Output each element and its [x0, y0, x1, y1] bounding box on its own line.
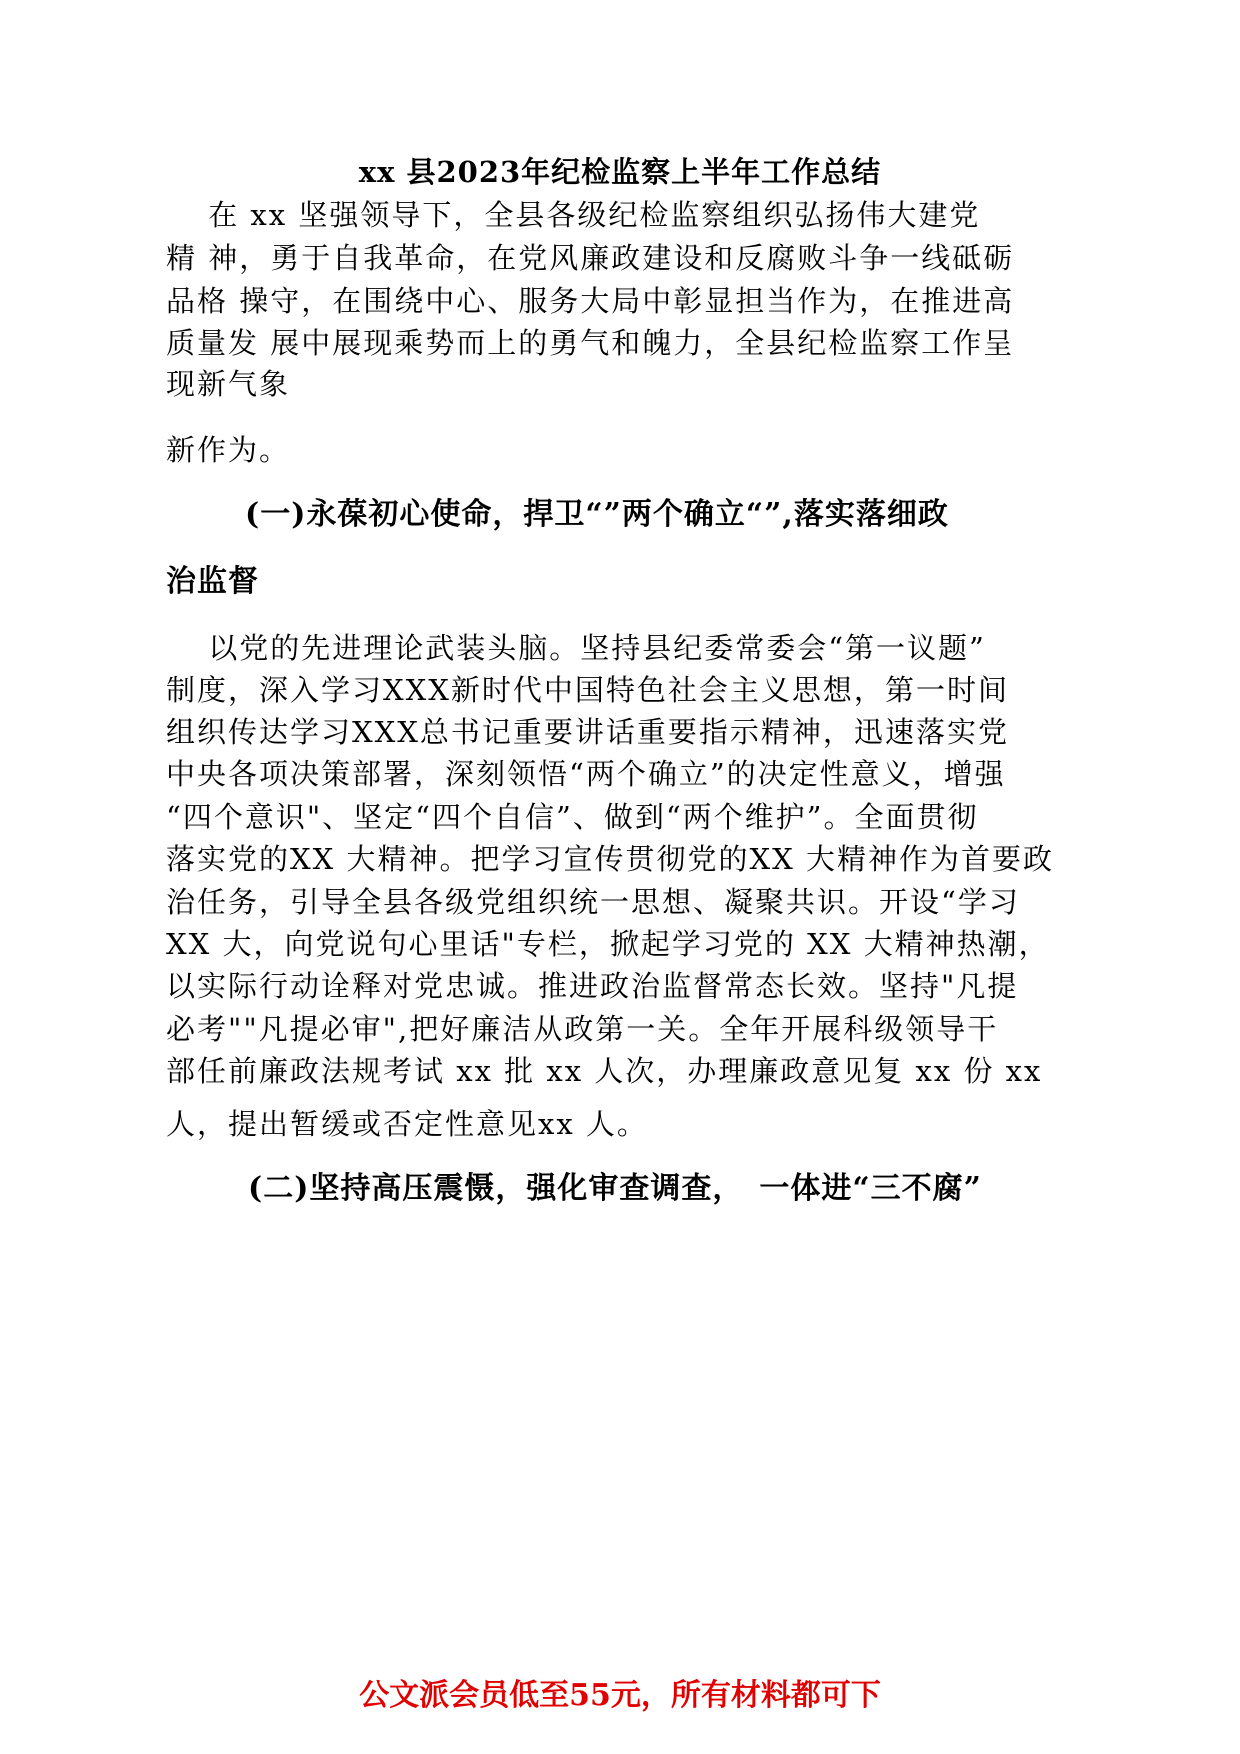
section2-heading: (二)坚持高压震慑，强化审查调查， 一体进“三不腐”: [248, 1171, 982, 1206]
section1-line-2: 制度，深入学习XXX新时代中国特色社会主义思想，第一时间: [166, 673, 1009, 707]
section1-line-1: 以党的先进理论武装头脑。坚持县纪委常委会“第一议题”: [166, 631, 986, 665]
section1-line-10: 必考""凡提必审",把好廉洁从政第一关。全年开展科级领导干: [166, 1012, 999, 1046]
section1-line-7: 治任务，引导全县各级党组织统一思想、凝聚共识。开设“学习: [166, 885, 1020, 919]
intro-line-5: 现新气象: [166, 367, 291, 401]
intro-line-3: 品格 操守，在围绕中心、服务大局中彰显担当作为，在推进高: [166, 284, 1015, 318]
section1-line-3: 组织传达学习XXX总书记重要讲话重要指示精神，迅速落实党: [166, 715, 1009, 749]
section1-line-11: 部任前廉政法规考试 xx 批 xx 人次，办理廉政意见复 xx 份 xx: [166, 1054, 1043, 1088]
intro-line-6: 新作为。: [166, 433, 291, 467]
section1-heading-line2: 治监督: [166, 564, 259, 599]
section1-line-5: “四个意识"、坚定“四个自信”、做到“两个维护”。全面贯彻: [166, 800, 979, 834]
document-title: xx 县2023年纪检监察上半年工作总结: [358, 155, 882, 189]
section1-line-6: 落实党的XX 大精神。把学习宣传贯彻党的XX 大精神作为首要政: [166, 842, 1055, 876]
intro-line-2: 精 神，勇于自我革命，在党风廉政建设和反腐败斗争一线砥砺: [166, 241, 1015, 275]
section1-line-9: 以实际行动诠释对党忠诚。推进政治监督常态长效。坚持"凡提: [166, 969, 1019, 1003]
intro-line-4: 质量发 展中展现乘势而上的勇气和魄力，全县纪检监察工作呈: [166, 326, 1015, 360]
section1-line-4: 中央各项决策部署，深刻领悟“两个确立”的决定性意义，增强: [166, 757, 1006, 791]
section1-line-12: 人，提出暂缓或否定性意见xx 人。: [166, 1107, 648, 1141]
section1-heading-line1: (一)永葆初心使命，捍卫“”两个确立“”,落实落细政: [245, 497, 949, 532]
section1-line-8: XX 大，向党说句心里话"专栏，掀起学习党的 XX 大精神热潮，: [166, 927, 1050, 961]
promo-banner-text: 公文派会员低至55元，所有材料都可下: [359, 1678, 881, 1713]
intro-line-1: 在 xx 坚强领导下，全县各级纪检监察组织弘扬伟大建党: [166, 198, 981, 232]
